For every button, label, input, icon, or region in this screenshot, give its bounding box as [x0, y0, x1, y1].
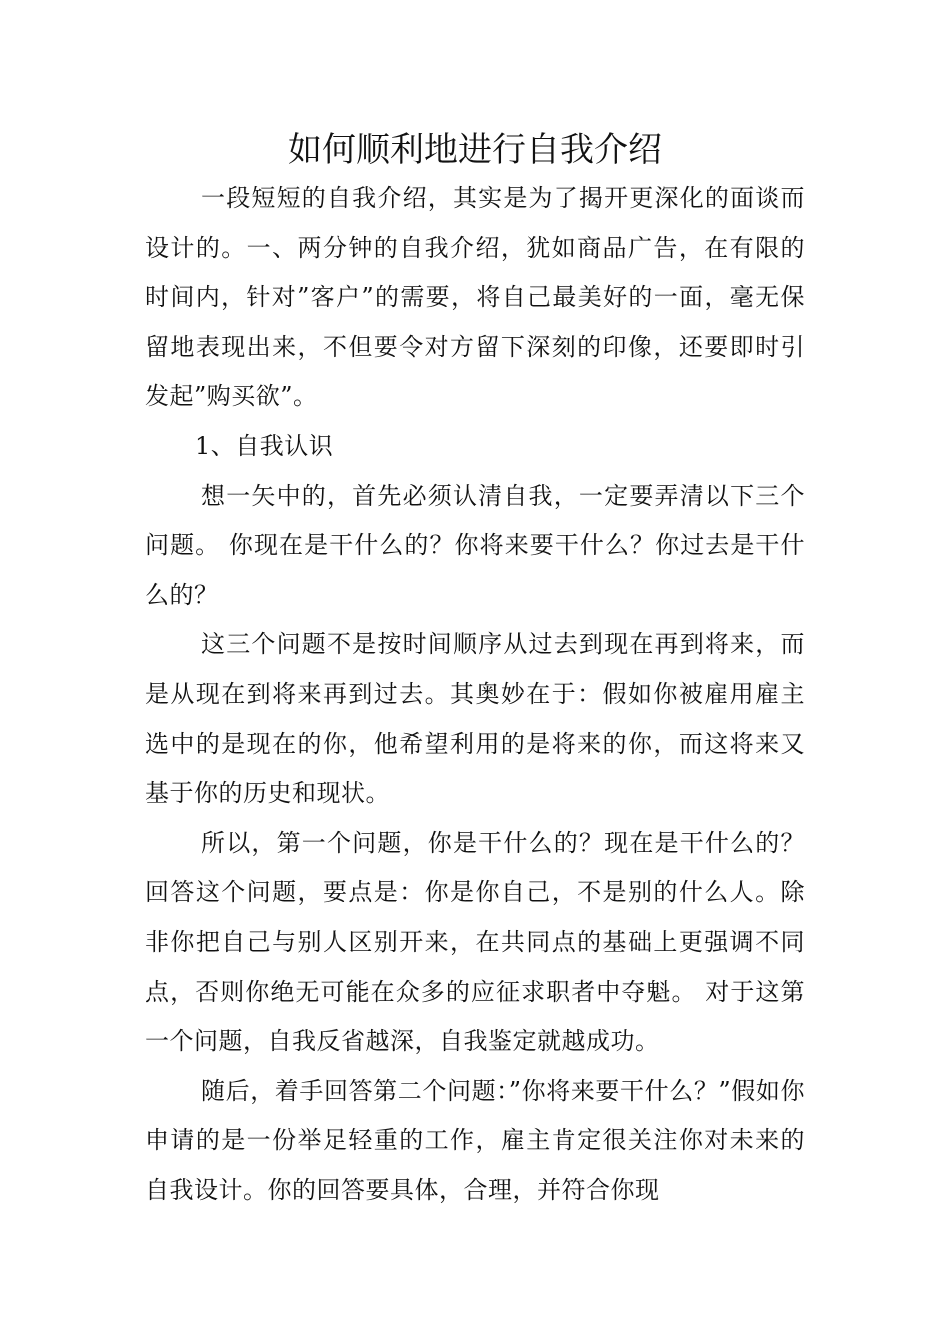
paragraph-intro: 一段短短的自我介绍，其实是为了揭开更深化的面谈而设计的。一、两分钟的自我介绍，犹如商品广告，在有限的时间内，针对”客户”的需要，将自己最美好的一面，毫无保留地表现出来，不但要令对方留下深刻的印像，还要即时引发起”购买欲”。	[145, 184, 805, 411]
paragraph-first-question: 所以，第一个问题，你是干什么的？现在是干什么的？回答这个问题，要点是：你是你自己，不是别的什么人。除非你把自己与别人区别开来，在共同点的基础上更强调不同点，否则你绝无可能在众多的应征求职者中夺魁。 对于这第一个问题，自我反省越深，自我鉴定就越成功。	[145, 828, 805, 1056]
document-body	[145, 174, 805, 1215]
paragraph-question-order: 这三个问题不是按时间顺序从过去到现在再到将来，而是从现在到将来再到过去。其奥妙在于：假如你被雇用雇主选中的是现在的你，他希望利用的是将来的你，而这将来又基于你的历史和现状。	[145, 630, 805, 808]
document-title: 如何顺利地进行自我介绍	[288, 130, 662, 170]
section-heading-self-awareness: 1、自我认识	[195, 431, 334, 460]
paragraph-three-questions: 想一矢中的，首先必须认清自我，一定要弄清以下三个问题。 你现在是干什么的？你将来要干什么？你过去是干什么的？	[145, 481, 805, 609]
paragraph-second-question: 随后，着手回答第二个问题：”你将来要干什么？”假如你申请的是一份举足轻重的工作，雇主肯定很关注你对未来的自我设计。你的回答要具体，合理，并符合你现	[145, 1076, 805, 1204]
